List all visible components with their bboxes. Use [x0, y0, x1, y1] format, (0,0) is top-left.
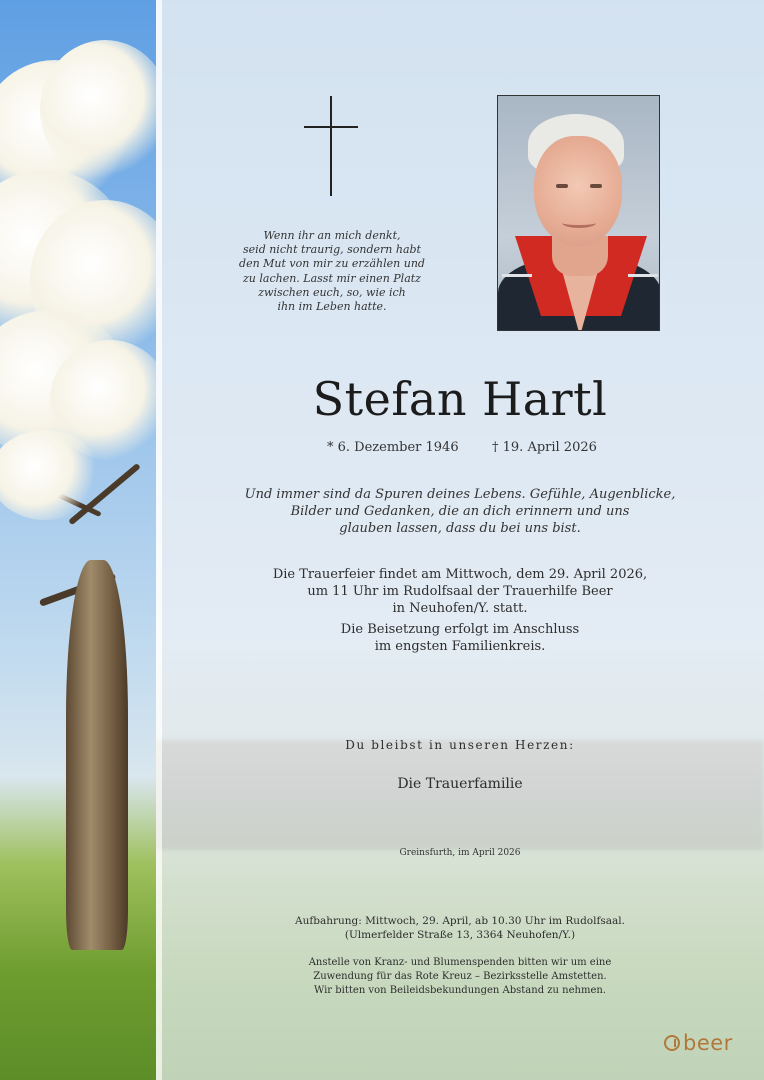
remembrance-line: Du bleibst in unseren Herzen: — [345, 738, 575, 752]
beer-logo — [664, 1030, 733, 1056]
deceased-name: Stefan Hartl — [312, 372, 608, 426]
death-date: † 19. April 2026 — [492, 440, 597, 455]
funeral-info: Die Trauerfeier findet am Mittwoch, dem 29. April 2026, um 11 Uhr im Rudolfsaal der Trauerhilfe Beer in Neuhofen/Y. statt. — [272, 567, 648, 616]
poem: Wenn ihr an mich denkt, seid nicht traurig, sondern habt den Mut von mir zu erzählen und zu lachen. Lasst mir einen Platz zwischen euch, so, wie ich ihn im Leben hatte. — [239, 229, 425, 314]
birth-date: * 6. Dezember 1946 — [327, 440, 459, 455]
family-signature: Die Trauerfamilie — [397, 776, 523, 792]
memorial-quote: Und immer sind da Spuren deines Lebens. Gefühle, Augenblicke, Bilder und Gedanken, die an dich erinnern und uns glauben lassen, dass du bei uns bist. — [244, 487, 676, 536]
logo-text: beer — [683, 1031, 733, 1055]
blossom-tree-photo — [0, 0, 156, 1080]
viewing-info: Aufbahrung: Mittwoch, 29. April, ab 10.30 Uhr im Rudolfsaal. (Ulmerfelder Straße 13, 3364 Neuhofen/Y.) — [295, 915, 625, 941]
panel-divider — [156, 0, 162, 1080]
portrait-photo — [497, 95, 660, 331]
cross-icon — [304, 96, 358, 196]
donation-notes: Anstelle von Kranz- und Blumenspenden bitten wir um eine Zuwendung für das Rote Kreuz – Bezirksstelle Amstetten. Wir bitten von Beileidsbekundungen Abstand zu nehmen. — [308, 957, 612, 996]
place-date: Greinsfurth, im April 2026 — [399, 848, 521, 858]
logo-mark-icon — [664, 1035, 680, 1051]
burial-info: Die Beisetzung erfolgt im Anschluss im engsten Familienkreis. — [340, 622, 580, 654]
